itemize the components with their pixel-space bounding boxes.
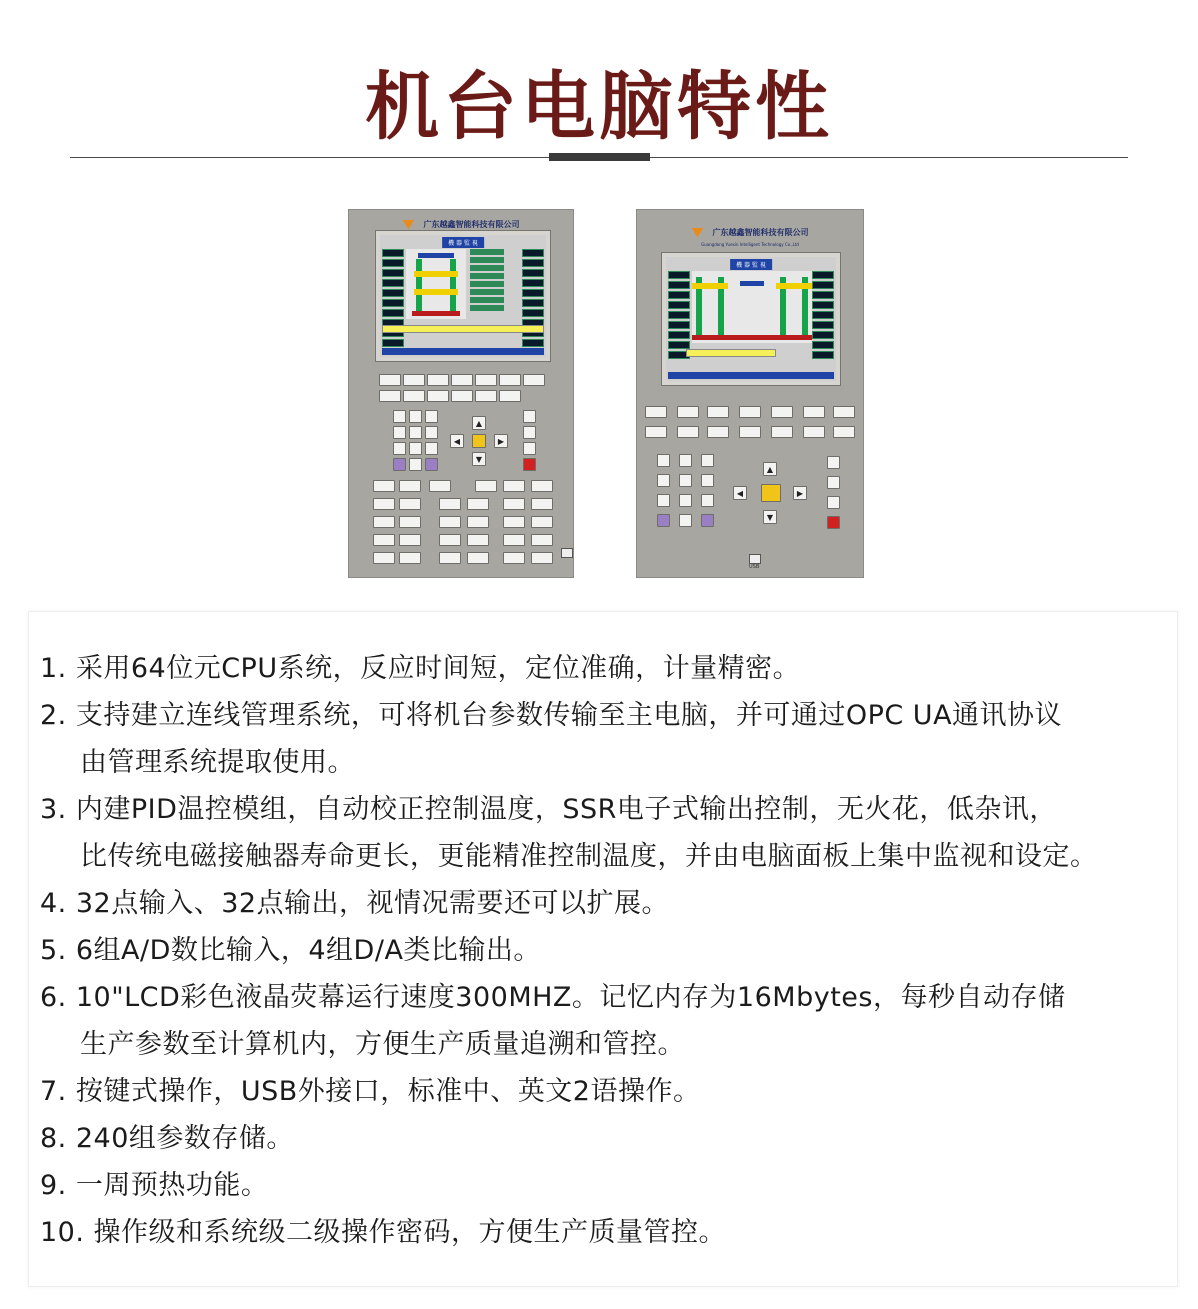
manual-key[interactable] [439,552,461,564]
status-bar [382,325,544,333]
lcd-screen [375,230,551,362]
manual-key[interactable] [439,498,461,510]
function-key[interactable] [677,406,699,418]
feature-text: 6. 10"LCD彩色液晶荧幕运行速度300MHZ。记忆内存为16Mbytes，每秒自动存储 [40,982,1066,1013]
function-key[interactable] [739,406,761,418]
function-key[interactable] [827,496,840,509]
feature-item [40,1115,1170,1162]
function-key[interactable] [707,406,729,418]
feature-item [40,786,1170,880]
function-key[interactable] [833,406,855,418]
feature-item [40,880,1170,927]
feature-item [40,927,1170,974]
confirm-key[interactable] [472,434,486,448]
screen-right-column [522,249,544,349]
function-key[interactable] [403,390,425,402]
manual-key[interactable] [531,552,553,564]
page-title: 机台电脑特性 [365,64,833,150]
feature-item [40,692,1170,786]
manual-key[interactable] [399,516,421,528]
manual-key[interactable] [467,552,489,564]
enter-key[interactable] [425,458,438,471]
arrow-up-icon[interactable]: ▲ [763,462,777,476]
stop-key[interactable] [827,516,840,529]
manual-key[interactable] [399,498,421,510]
function-key[interactable] [475,374,497,386]
manual-key[interactable] [531,516,553,528]
brand-logo-icon [691,228,703,238]
function-key[interactable] [707,426,729,438]
divider-accent [549,153,650,161]
numpad-key-5[interactable] [679,474,692,487]
manual-key[interactable] [503,552,525,564]
numpad-key-4[interactable] [657,474,670,487]
function-key[interactable] [499,390,521,402]
screen-title: 機 器 監 視 [730,259,772,270]
screen-right-column [812,271,834,361]
screen-title: 機 器 監 視 [442,237,484,248]
arrow-down-icon[interactable]: ▼ [763,510,777,524]
numpad-key-3[interactable] [701,494,714,507]
feature-text: 2. 支持建立连线管理系统，可将机台参数传输至主电脑，并可通过OPC UA通讯协议 [40,700,1063,731]
feature-text-cont: 比传统电磁接触器寿命更长，更能精准控制温度，并由电脑面板上集中监视和设定。 [80,841,1098,872]
manual-key[interactable] [503,516,525,528]
feature-text: 3. 内建PID温控模组，自动校正控制温度，SSR电子式输出控制，无火花，低杂讯， [40,794,1057,825]
function-key[interactable] [771,406,793,418]
manual-key[interactable] [503,480,525,492]
manual-key[interactable] [373,552,395,564]
function-key[interactable] [499,374,521,386]
numpad-key-9[interactable] [701,454,714,467]
numpad-key-3[interactable] [425,442,438,455]
numpad-key-2[interactable] [679,494,692,507]
arrow-up-icon[interactable]: ▲ [472,416,486,430]
page-up-key[interactable] [827,456,840,469]
manual-key[interactable] [467,498,489,510]
feature-item [40,1209,1170,1256]
manual-key[interactable] [373,480,395,492]
manual-key[interactable] [475,480,497,492]
manual-key[interactable] [399,534,421,546]
screen-left-column [668,271,690,361]
numpad-key-0[interactable] [409,458,422,471]
feature-text: 5. 6组A/D数比输入，4组D/A类比输出。 [40,935,541,966]
function-key[interactable] [427,390,449,402]
numpad-key-7[interactable] [393,410,406,423]
numpad-key-8[interactable] [679,454,692,467]
numpad-key-6[interactable] [701,474,714,487]
feature-item [40,974,1170,1068]
page-up-key[interactable] [523,410,536,423]
function-key[interactable] [523,374,545,386]
function-key[interactable] [523,442,536,455]
lcd-screen [661,252,841,386]
numpad-key-1[interactable] [393,442,406,455]
machine-diagram [406,249,466,319]
status-bar [686,349,776,357]
manual-key[interactable] [373,516,395,528]
numpad-key-0[interactable] [679,514,692,527]
usb-port-icon [561,548,573,558]
feature-text: 8. 240组参数存储。 [40,1123,294,1154]
arrow-right-icon[interactable]: ▶ [793,486,807,500]
numpad-key-7[interactable] [657,454,670,467]
arrow-down-icon[interactable]: ▼ [472,452,486,466]
enter-key[interactable] [701,514,714,527]
feature-text: 1. 采用64位元CPU系统，反应时间短，定位准确，计量精密。 [40,653,801,684]
screen-bottom-bar [382,348,544,355]
screen-bottom-bar [668,372,834,379]
confirm-key[interactable] [761,484,781,502]
manual-key[interactable] [399,480,421,492]
feature-item [40,1068,1170,1115]
function-key[interactable] [677,426,699,438]
feature-text-cont: 由管理系统提取使用。 [80,747,355,778]
clear-key[interactable] [393,458,406,471]
numpad-key-6[interactable] [425,426,438,439]
manual-key[interactable] [439,516,461,528]
brand-logo-icon [402,220,414,230]
function-key[interactable] [427,374,449,386]
numpad-key-8[interactable] [409,410,422,423]
numpad-key-4[interactable] [393,426,406,439]
page-down-key[interactable] [827,476,840,489]
function-key[interactable] [833,426,855,438]
brand-name-cn: 广东越鑫智能科技有限公司 [712,228,809,237]
feature-text: 7. 按键式操作，USB外接口，标准中、英文2语操作。 [40,1076,701,1107]
screen-left-column [382,249,404,349]
manual-key[interactable] [467,534,489,546]
panel-brand [637,222,863,247]
stop-key[interactable] [523,458,536,471]
feature-list [40,645,1170,1256]
function-key[interactable] [451,390,473,402]
function-key[interactable] [771,426,793,438]
manual-key[interactable] [373,534,395,546]
usb-label: USB [749,564,760,570]
function-key[interactable] [803,426,825,438]
numpad-key-2[interactable] [409,442,422,455]
feature-list-box [28,611,1178,1287]
function-key[interactable] [403,374,425,386]
numpad-key-1[interactable] [657,494,670,507]
function-key[interactable] [645,406,667,418]
manual-key[interactable] [531,498,553,510]
feature-text: 9. 一周预热功能。 [40,1170,269,1201]
feature-text-cont: 生产参数至计算机内，方便生产质量追溯和管控。 [80,1029,685,1060]
usb-port-icon [749,554,761,564]
function-key[interactable] [739,426,761,438]
controller-panel-left [348,209,574,578]
arrow-left-icon[interactable]: ◀ [450,434,464,448]
clear-key[interactable] [657,514,670,527]
function-key[interactable] [379,374,401,386]
controller-panel-right [636,209,864,578]
feature-text: 10. 操作级和系统级二级操作密码，方便生产质量管控。 [40,1217,727,1248]
manual-key[interactable] [429,480,451,492]
numpad-key-5[interactable] [409,426,422,439]
manual-key[interactable] [531,480,553,492]
function-key[interactable] [451,374,473,386]
manual-key[interactable] [503,498,525,510]
action-list [470,249,504,313]
machine-diagram [692,271,812,343]
function-key[interactable] [475,390,497,402]
manual-key[interactable] [373,498,395,510]
feature-text: 4. 32点输入、32点输出，视情况需要还可以扩展。 [40,888,670,919]
manual-key[interactable] [399,552,421,564]
feature-item [40,645,1170,692]
numpad-key-9[interactable] [425,410,438,423]
function-key[interactable] [803,406,825,418]
brand-name-en: Guangdong Yuexin Intelligent Technology Co.,Ltd [701,242,799,247]
manual-key[interactable] [531,534,553,546]
manual-key[interactable] [503,534,525,546]
manual-key[interactable] [467,516,489,528]
page-down-key[interactable] [523,426,536,439]
manual-key[interactable] [439,534,461,546]
arrow-right-icon[interactable]: ▶ [494,434,508,448]
arrow-left-icon[interactable]: ◀ [733,486,747,500]
brand-name-cn: 广东越鑫智能科技有限公司 [423,220,520,229]
feature-item [40,1162,1170,1209]
function-key[interactable] [645,426,667,438]
function-key[interactable] [379,390,401,402]
